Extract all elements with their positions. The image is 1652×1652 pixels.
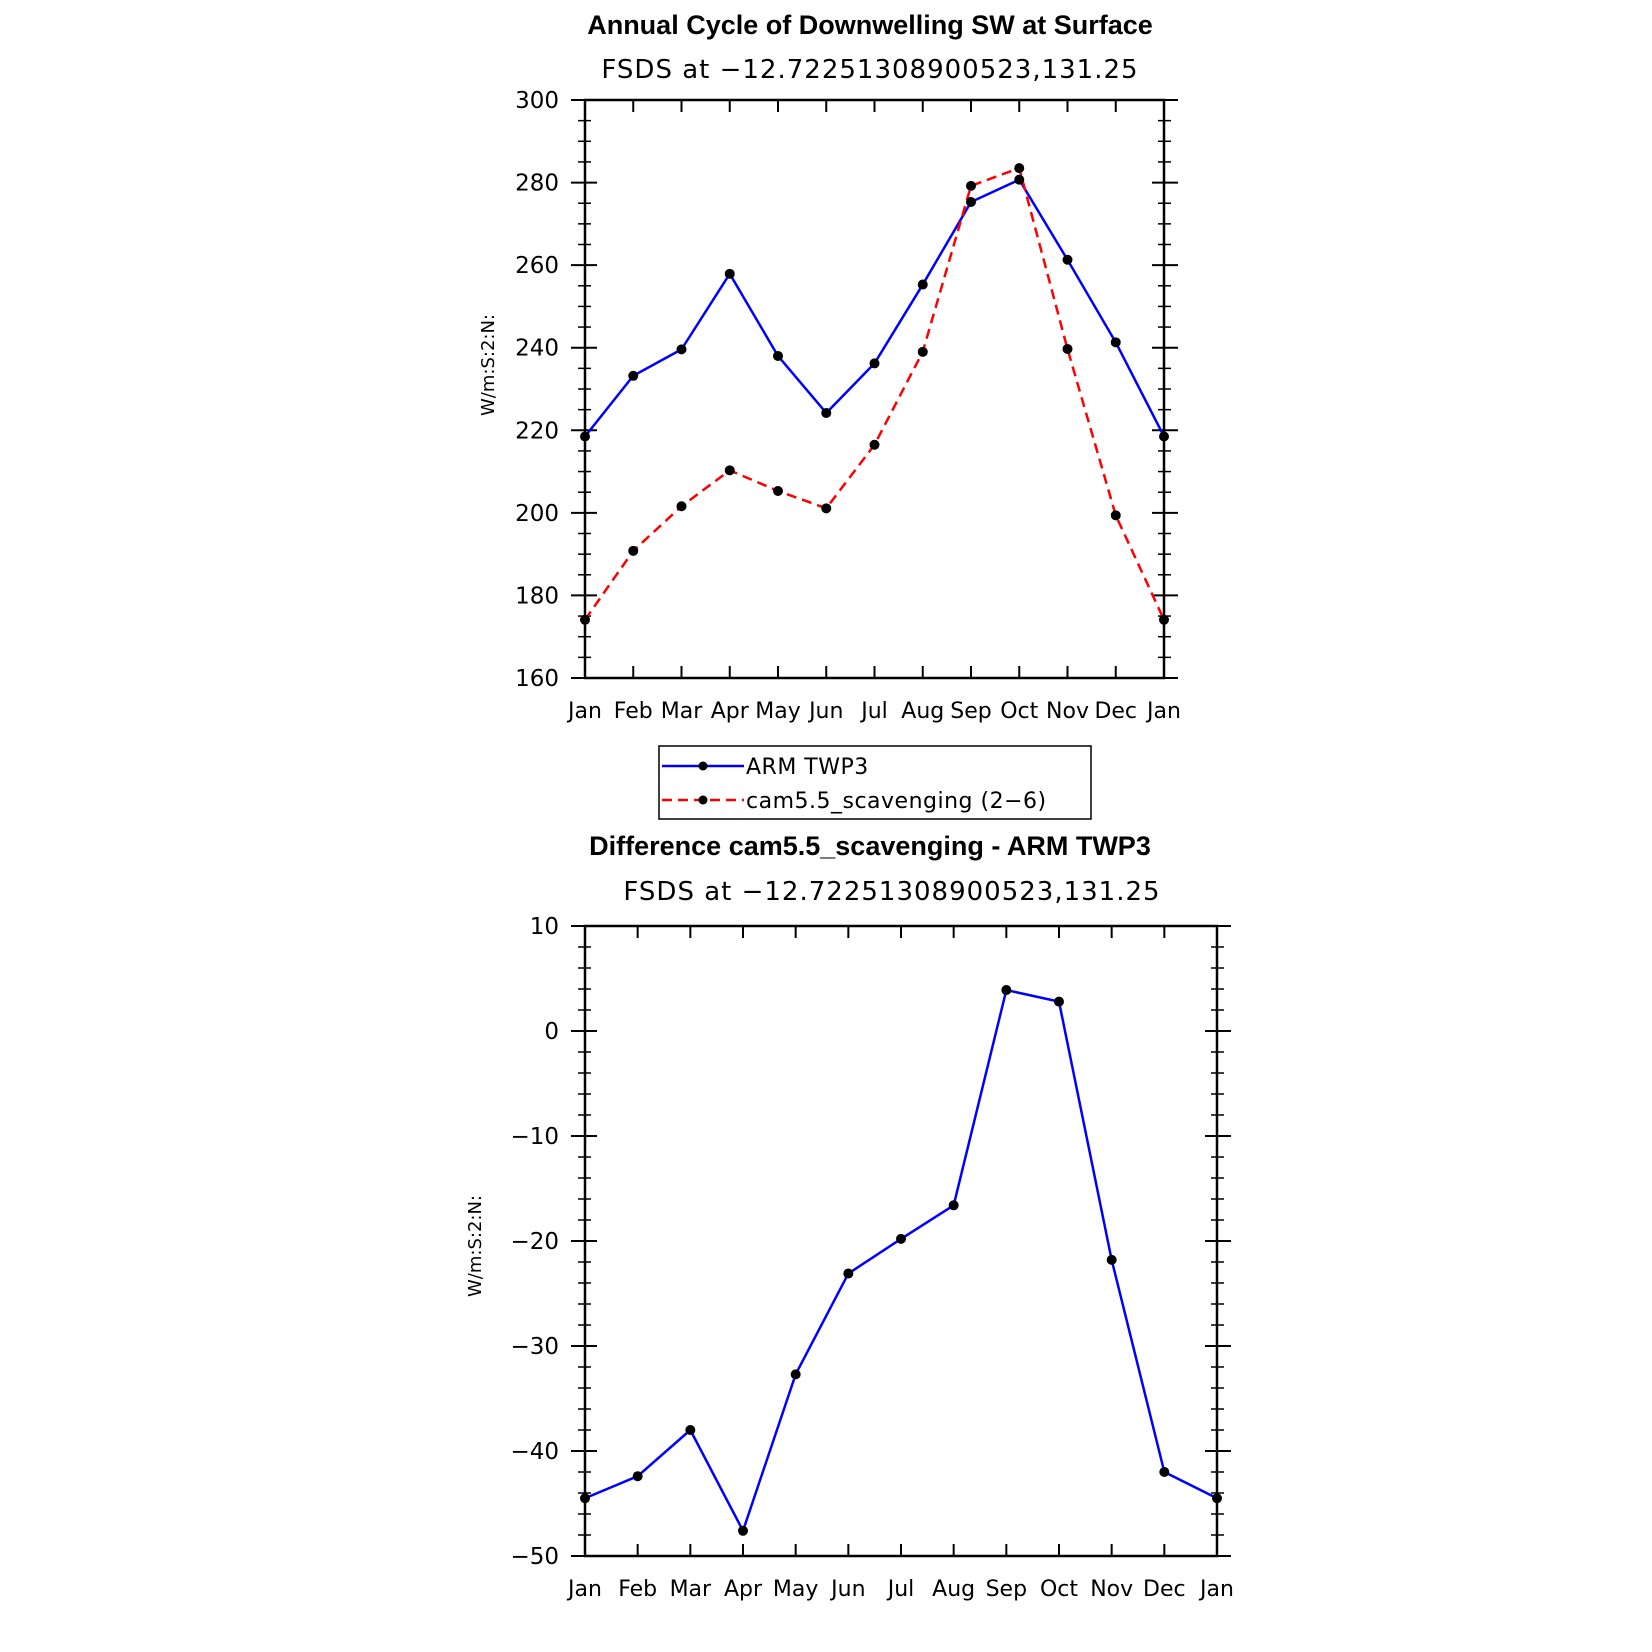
data-point (725, 465, 735, 475)
series-points (580, 985, 1222, 1536)
y-tick-label: 280 (515, 170, 559, 197)
x-tick-label: Aug (901, 699, 945, 724)
data-point (628, 546, 638, 556)
data-point (628, 371, 638, 381)
x-tick-label: Mar (660, 699, 703, 724)
data-point (1001, 985, 1011, 995)
x-tick-label: Jun (831, 1577, 866, 1602)
chart-difference (465, 831, 1234, 1602)
x-tick-label: Sep (985, 1577, 1028, 1602)
x-tick-label: May (772, 1577, 819, 1602)
x-tick-label: Jan (568, 699, 602, 724)
x-tick-label: Nov (1046, 699, 1089, 724)
y-tick-label: 0 (544, 1019, 559, 1045)
x-tick-label: Dec (1143, 1577, 1186, 1602)
y-tick-label: −50 (510, 1544, 559, 1570)
data-point (580, 615, 590, 625)
legend-label-cam: cam5.5_scavenging (2−6) (746, 789, 1047, 814)
y-tick-label: 10 (529, 914, 559, 940)
x-tick-label: Feb (613, 699, 653, 724)
chart-title: Difference cam5.5_scavenging - ARM TWP3 (589, 831, 1151, 861)
data-point (896, 1234, 906, 1244)
tick-marks (571, 100, 1178, 678)
x-tick-label: Jun (809, 699, 844, 724)
y-tick-label: −40 (510, 1439, 559, 1465)
legend (659, 746, 1091, 819)
x-tick-label: Jul (887, 1577, 915, 1602)
data-point (677, 344, 687, 354)
y-tick-label: 220 (515, 418, 559, 445)
y-axis-label: W/m:S:2:N: (478, 314, 499, 416)
series-lines (585, 168, 1164, 620)
y-tick-label: 260 (515, 253, 559, 280)
data-point (870, 358, 880, 368)
x-tick-label: Nov (1090, 1577, 1134, 1602)
y-tick-label: 160 (515, 666, 559, 692)
y-tick-labels (510, 914, 559, 1570)
plot-frame (585, 100, 1164, 678)
y-tick-label: 300 (515, 88, 559, 114)
data-point (633, 1471, 643, 1481)
data-point (580, 431, 590, 441)
x-tick-label: Mar (669, 1577, 712, 1602)
data-point (1063, 344, 1073, 354)
x-tick-label: Feb (618, 1577, 658, 1602)
data-point (738, 1526, 748, 1536)
chart-subtitle: FSDS at −12.72251308900523,131.25 (601, 55, 1139, 85)
x-tick-label: Aug (932, 1577, 976, 1602)
legend-label-arm: ARM TWP3 (746, 755, 869, 780)
y-tick-label: 200 (515, 500, 559, 527)
x-tick-label: Oct (1000, 699, 1039, 724)
data-point (918, 280, 928, 290)
data-point (821, 408, 831, 418)
x-tick-label: Jan (568, 1577, 602, 1602)
data-point (1054, 997, 1064, 1007)
series-points (580, 163, 1169, 625)
x-tick-label: Sep (950, 699, 992, 724)
x-tick-labels (566, 699, 1181, 724)
data-point (918, 347, 928, 357)
data-point (1159, 431, 1169, 441)
x-tick-label: Jul (861, 699, 888, 724)
data-point (966, 181, 976, 191)
data-point (1212, 1493, 1222, 1503)
data-point (677, 501, 687, 511)
y-tick-label: 180 (515, 583, 559, 610)
data-point (870, 440, 880, 450)
data-point (773, 486, 783, 496)
data-point (1107, 1255, 1117, 1265)
x-tick-labels (566, 1577, 1234, 1602)
x-tick-label: Apr (723, 1577, 763, 1602)
x-tick-label: May (755, 699, 801, 724)
series-line-0 (585, 990, 1217, 1531)
series-lines (585, 990, 1217, 1531)
data-point (1063, 255, 1073, 265)
data-point (685, 1425, 695, 1435)
series-line-0 (585, 180, 1164, 437)
legend-marker-cam (699, 796, 708, 805)
x-tick-label: Jan (1200, 1577, 1234, 1602)
y-tick-label: 240 (515, 335, 559, 362)
data-point (843, 1269, 853, 1279)
data-point (791, 1369, 801, 1379)
x-tick-label: Oct (1039, 1577, 1079, 1602)
y-tick-label: −30 (510, 1334, 559, 1360)
y-tick-label: −10 (510, 1124, 559, 1150)
x-tick-label: Jan (1147, 699, 1181, 724)
data-point (773, 351, 783, 361)
chart-title: Annual Cycle of Downwelling SW at Surface (587, 10, 1153, 40)
x-tick-label: Dec (1094, 699, 1138, 724)
data-point (1111, 510, 1121, 520)
y-tick-labels (515, 88, 559, 692)
data-point (1014, 175, 1024, 185)
chart-subtitle: FSDS at −12.72251308900523,131.25 (623, 877, 1161, 907)
series-line-1 (585, 168, 1164, 620)
data-point (580, 1493, 590, 1503)
data-point (1111, 337, 1121, 347)
data-point (821, 503, 831, 513)
data-point (949, 1200, 959, 1210)
y-axis-label: W/m:S:2:N: (465, 1195, 486, 1297)
data-point (1014, 163, 1024, 173)
y-tick-label: −20 (510, 1229, 559, 1255)
chart-annual-cycle (478, 10, 1181, 819)
data-point (966, 197, 976, 207)
x-tick-label: Apr (710, 699, 749, 724)
legend-marker-arm (699, 762, 708, 771)
data-point (725, 269, 735, 279)
data-point (1159, 615, 1169, 625)
data-point (1159, 1467, 1169, 1477)
